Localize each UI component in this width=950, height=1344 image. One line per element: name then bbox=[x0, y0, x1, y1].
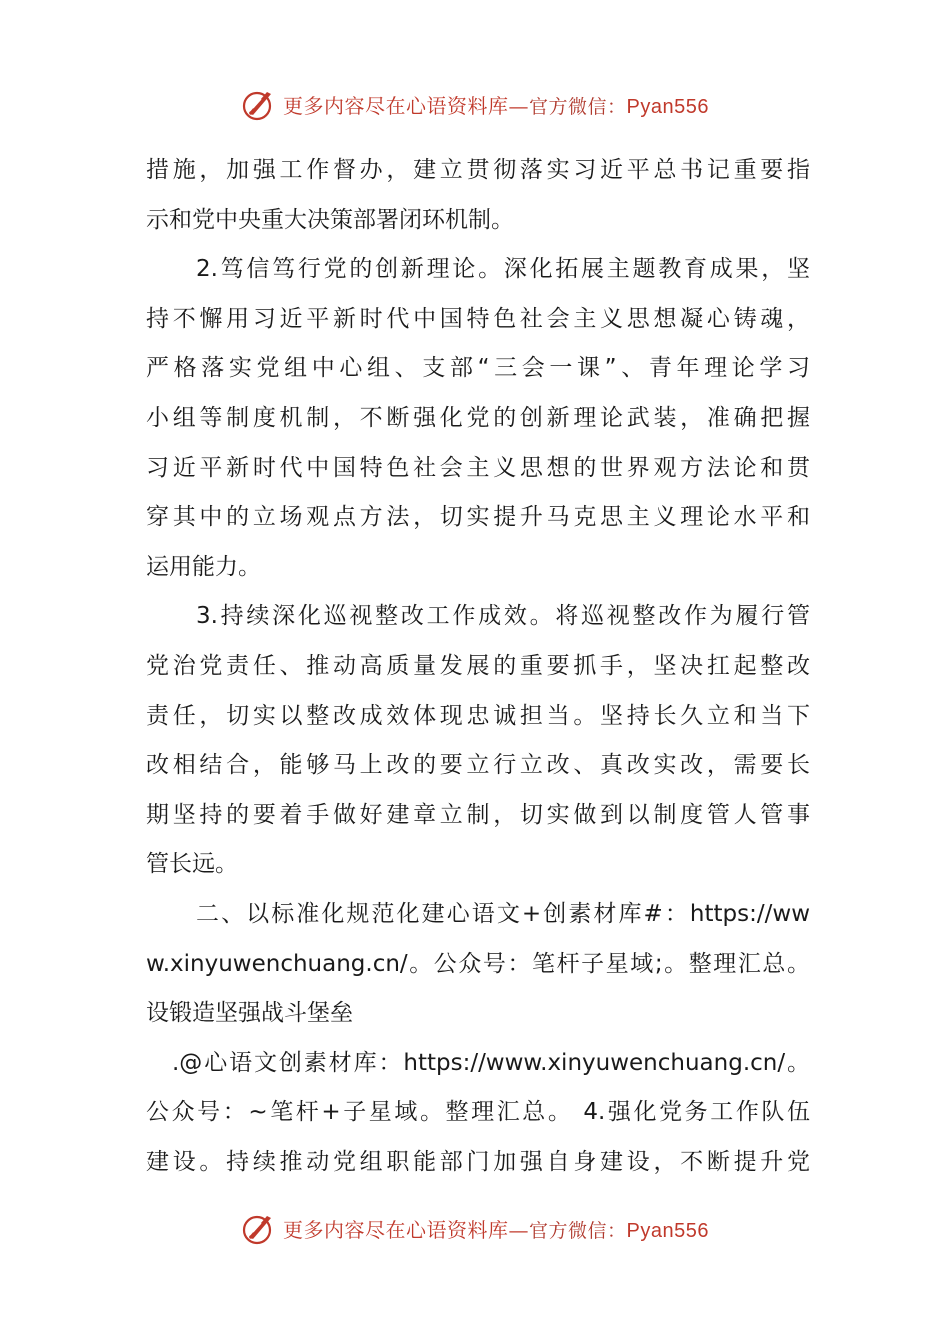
header-banner bbox=[0, 84, 950, 124]
text-line: 改相结合，能够马上改的要立行立改、真改实改，需要长 bbox=[146, 752, 810, 779]
header-main-text: 更多内容尽在心语资料库 bbox=[283, 93, 509, 118]
text-line: 持不懈用习近平新时代中国特色社会主义思想凝心铸魂， bbox=[146, 305, 810, 332]
text-line: 党治党责任、推动高质量发展的重要抓手，坚决扛起整改 bbox=[146, 652, 810, 679]
footer-sub-text: 官方微信： bbox=[529, 1219, 627, 1242]
text-line: 二、以标准化规范化建心语文+创素材库#：https://ww bbox=[196, 900, 810, 927]
header-text bbox=[283, 90, 709, 119]
text-line: 示和党中央重大决策部署闭环机制。 bbox=[146, 206, 514, 233]
footer-main-text: 更多内容尽在心语资料库 bbox=[283, 1217, 509, 1242]
footer-dash: — bbox=[508, 1217, 529, 1242]
text-line: 小组等制度机制，不断强化党的创新理论武装，准确把握 bbox=[146, 404, 810, 431]
text-line: 管长远。 bbox=[146, 851, 238, 878]
text-line: 建设。持续推动党组职能部门加强自身建设，不断提升党 bbox=[146, 1148, 810, 1175]
text-line: 3.持续深化巡视整改工作成效。将巡视整改作为履行管 bbox=[196, 603, 810, 630]
text-line: 穿其中的立场观点方法，切实提升马克思主义理论水平和 bbox=[146, 504, 810, 531]
header-wechat-id: Pyan556 bbox=[626, 95, 709, 118]
text-line: 公众号：~笔杆+子星域。整理汇总。 4.强化党务工作队伍 bbox=[146, 1099, 810, 1126]
quill-pen-logo-icon bbox=[241, 1210, 277, 1246]
text-line: 严格落实党组中心组、支部“三会一课”、青年理论学习 bbox=[146, 355, 810, 382]
text-line: 2.笃信笃行党的创新理论。深化拓展主题教育成果，坚 bbox=[196, 256, 810, 283]
text-line: 措施，加强工作督办，建立贯彻落实习近平总书记重要指 bbox=[146, 157, 810, 183]
text-line: 习近平新时代中国特色社会主义思想的世界观方法论和贯 bbox=[146, 454, 810, 481]
footer-text bbox=[283, 1214, 709, 1243]
text-line: 责任，切实以整改成效体现忠诚担当。坚持长久立和当下 bbox=[146, 702, 810, 729]
text-line: .@心语文创素材库：https://www.xinyuwenchuang.cn/。 bbox=[172, 1049, 810, 1076]
footer-wechat-id: Pyan556 bbox=[626, 1219, 709, 1242]
text-line: w.xinyuwenchuang.cn/。公众号：笔杆子星域;。整理汇总。 bbox=[146, 950, 810, 977]
text-line: 设锻造坚强战斗堡垒 bbox=[146, 1000, 353, 1027]
quill-pen-logo-icon bbox=[241, 86, 277, 122]
header-dash: — bbox=[508, 93, 529, 118]
text-line: 运用能力。 bbox=[146, 553, 261, 580]
document-body bbox=[146, 146, 810, 1187]
footer-banner bbox=[0, 1208, 950, 1248]
text-line: 期坚持的要着手做好建章立制，切实做到以制度管人管事 bbox=[146, 801, 810, 828]
header-sub-text: 官方微信： bbox=[529, 95, 627, 118]
